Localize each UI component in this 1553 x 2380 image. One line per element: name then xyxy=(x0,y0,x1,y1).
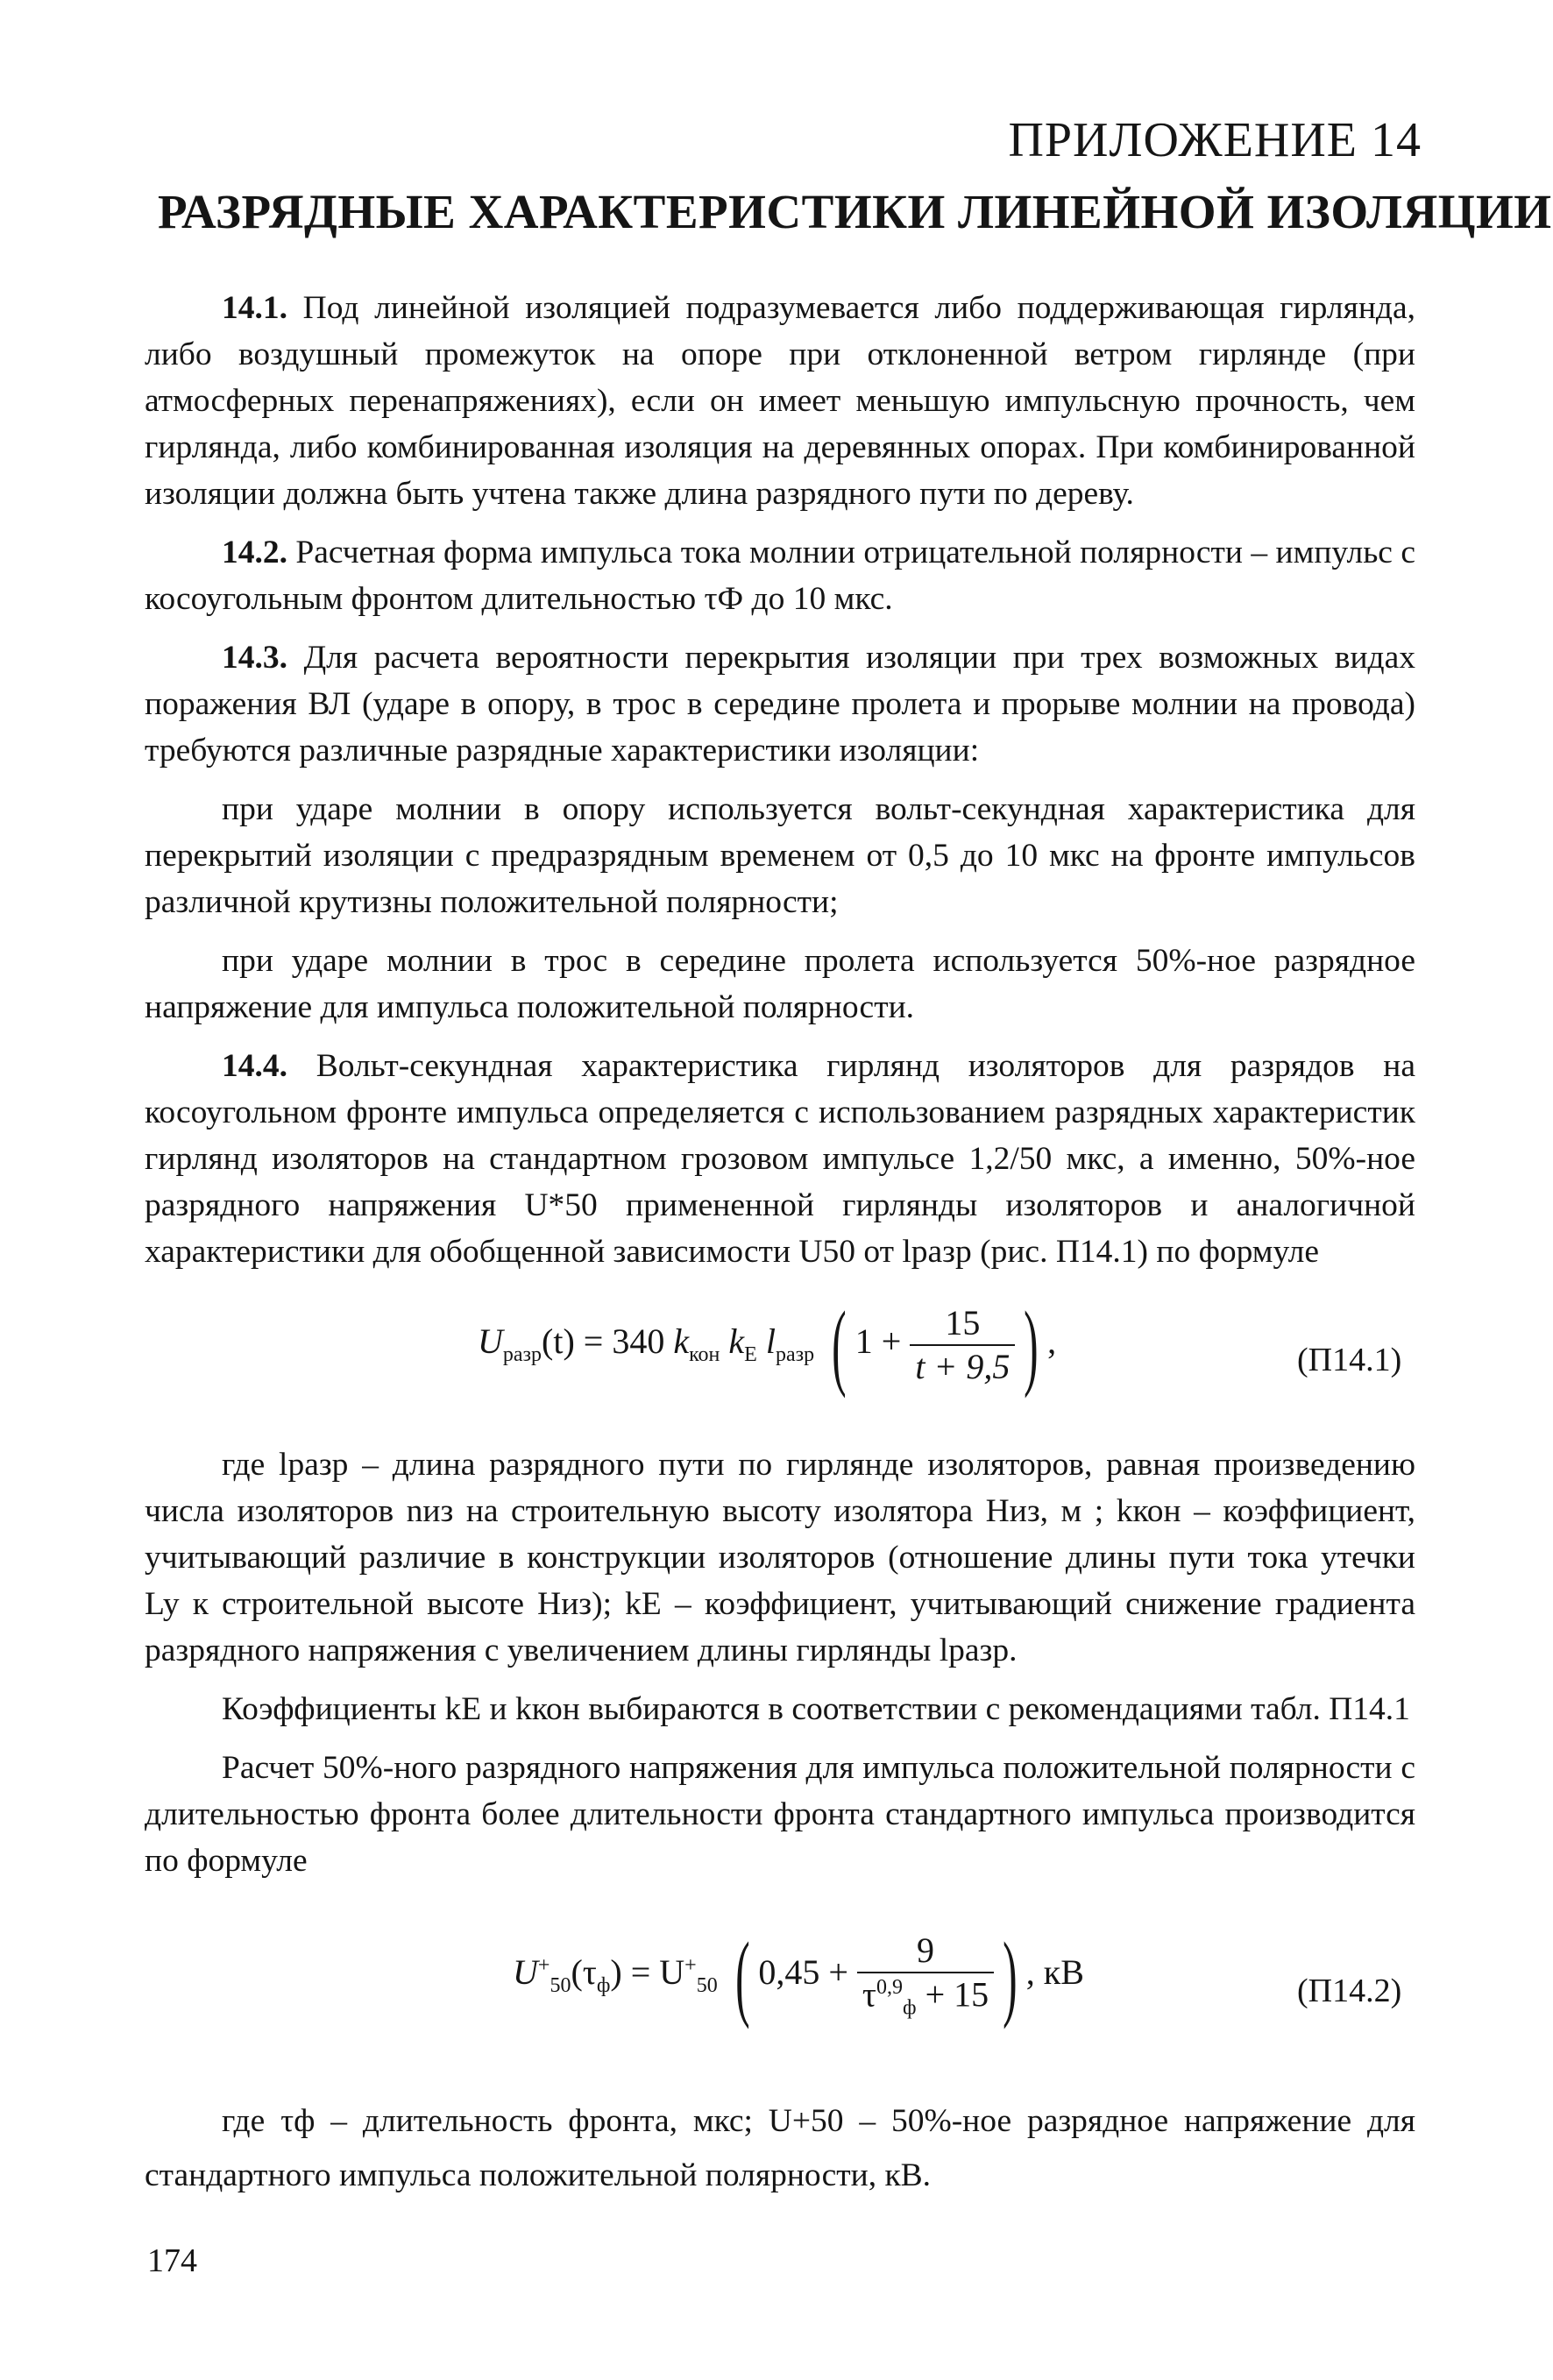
paragraph-14-3-item-2: при ударе молнии в трос в середине пролета используется 50%-ное разрядное напряжение для импульса положительной полярности. xyxy=(145,943,1415,1025)
formula-subscript: 50 xyxy=(550,1974,571,1998)
body-text-block-3 xyxy=(145,2094,1415,2203)
formula-paren: ( xyxy=(734,1923,750,2029)
where-paragraph-1: где lразр – длина разрядного пути по гирлянде изоляторов, равная произведению числа изоляторов nиз на строительную высоту изолятора Hиз, м ; kкон – коэффициент, учитывающий различие в конструкции изоляторов (отношение длины пути тока утечки Ly к строительной высоте Hиз); kE – коэффициент, учитывающий снижение градиента разрядного напряжения с увеличением длины гирлянды lразр. xyxy=(145,1447,1415,1668)
formula-superscript: 0,9 xyxy=(876,1976,903,2000)
where-paragraph-2: где τф – длительность фронта, мкс; U+50 – 50%-ное разрядное напряжение для стандартного импульса положительной полярности, кВ. xyxy=(145,2103,1415,2193)
fraction-denominator: t + 9,5 xyxy=(910,1344,1015,1385)
formula-text: , xyxy=(1047,1321,1057,1362)
formula-subscript: разр xyxy=(502,1343,542,1367)
formula-text: (τ xyxy=(571,1952,597,1993)
coefficients-paragraph: Коэффициенты kE и kкон выбираются в соответствии с рекомендациями табл. П14.1 xyxy=(222,1691,1410,1727)
formula-symbol: U xyxy=(478,1321,503,1362)
formula-subscript: кон xyxy=(689,1343,720,1367)
formula-text: (t) = 340 xyxy=(542,1321,665,1362)
equation-number: (П14.1) xyxy=(1297,1342,1402,1378)
formula-subscript: ф xyxy=(903,1996,917,2020)
paragraph-14-3-item-1: при ударе молнии в опору используется вольт-секундная характеристика для перекрытий изоляции с предразрядным временем от 0,5 до 10 мкс на фронте импульсов различной крутизны положительной полярности; xyxy=(145,791,1415,920)
formula-subscript: ф xyxy=(596,1974,611,1998)
paragraph-14-4 xyxy=(145,1043,1415,1275)
section-number: 14.1. xyxy=(222,290,287,326)
section-number: 14.4. xyxy=(222,1048,287,1084)
formula-text: , кВ xyxy=(1025,1952,1084,1993)
paragraph-14-3 xyxy=(145,634,1415,774)
fraction-numerator: 15 xyxy=(945,1303,981,1342)
formula-symbol: k xyxy=(728,1321,745,1362)
formula-superscript: + xyxy=(537,1953,550,1977)
appendix-label: ПРИЛОЖЕНИЕ 14 xyxy=(1008,113,1422,167)
equation-number: (П14.2) xyxy=(1297,1973,1402,2009)
fraction-numerator: 9 xyxy=(917,1930,935,1971)
formula-paren: ) xyxy=(1003,1923,1018,2029)
paragraph-text: Для расчета вероятности перекрытия изоляции при трех возможных видах поражения ВЛ (ударе в опору, в трос в середине пролета и прорыве молнии на провода) требуются различные разрядные характеристики изоляции: xyxy=(145,640,1416,769)
formula-subscript: E xyxy=(744,1343,757,1367)
formula-p14-2 xyxy=(513,1923,1084,2029)
formula-fraction xyxy=(910,1303,1015,1386)
formula-superscript: + xyxy=(684,1953,697,1977)
formula-subscript: разр xyxy=(775,1343,815,1367)
paragraph-text: Под линейной изоляцией подразумевается либо поддерживающая гирлянда, либо воздушный промежуток на опоре при отклоненной ветром гирлянде (при атмосферных перенапряжениях), если он имеет меньшую импульсную прочность, чем гирлянда, либо комбинированная изоляция на деревянных опорах. При комбинированной изоляции должна быть учтена также длина разрядного пути по дереву. xyxy=(145,290,1415,512)
section-number: 14.3. xyxy=(222,640,287,676)
formula-paren: ( xyxy=(832,1292,847,1399)
formula-symbol: U xyxy=(513,1952,538,1993)
formula-text: 0,45 + xyxy=(758,1952,848,1993)
formula-text: 1 + xyxy=(855,1321,902,1362)
formula-p14-1 xyxy=(478,1292,1057,1399)
paragraph-14-1 xyxy=(145,285,1415,517)
formula-text: ) = U xyxy=(610,1952,685,1993)
body-text-block-1 xyxy=(145,285,1415,1275)
formula-symbol: k xyxy=(673,1321,690,1362)
paragraph-text: Расчетная форма импульса тока молнии отрицательной полярности – импульс с косоугольным фронтом длительностью τФ до 10 мкс. xyxy=(145,535,1415,617)
fraction-denominator xyxy=(857,1972,994,2018)
formula-text: + 15 xyxy=(925,1974,989,2015)
formula-fraction xyxy=(857,1930,994,2020)
calculation-paragraph: Расчет 50%-ного разрядного напряжения для импульса положительной полярности с длительностью фронта более длительности фронта стандартного импульса производится по формуле xyxy=(145,1750,1415,1879)
formula-symbol: τ xyxy=(862,1974,876,2015)
paragraph-14-2 xyxy=(145,529,1415,622)
paragraph-text: Вольт-секундная характеристика гирлянд изоляторов для разрядов на косоугольном фронте импульса определяется с использованием разрядных характеристик гирлянд изоляторов на стандартном грозовом импульсе 1,2/50 мкс, а именно, 50%-ное разрядного напряжения U*50 примененной гирлянды изоляторов и аналогичной характеристики для обобщенной зависимости U50 от lразр (рис. П14.1) по формуле xyxy=(145,1048,1415,1270)
formula-paren: ) xyxy=(1024,1292,1039,1399)
page-number: 174 xyxy=(147,2242,197,2279)
formula-symbol: l xyxy=(765,1321,776,1362)
page-title: РАЗРЯДНЫЕ ХАРАКТЕРИСТИКИ ЛИНЕЙНОЙ ИЗОЛЯЦИИ xyxy=(158,185,1552,238)
section-number: 14.2. xyxy=(222,535,287,570)
body-text-block-2 xyxy=(145,1441,1415,1884)
formula-subscript: 50 xyxy=(696,1974,718,1998)
